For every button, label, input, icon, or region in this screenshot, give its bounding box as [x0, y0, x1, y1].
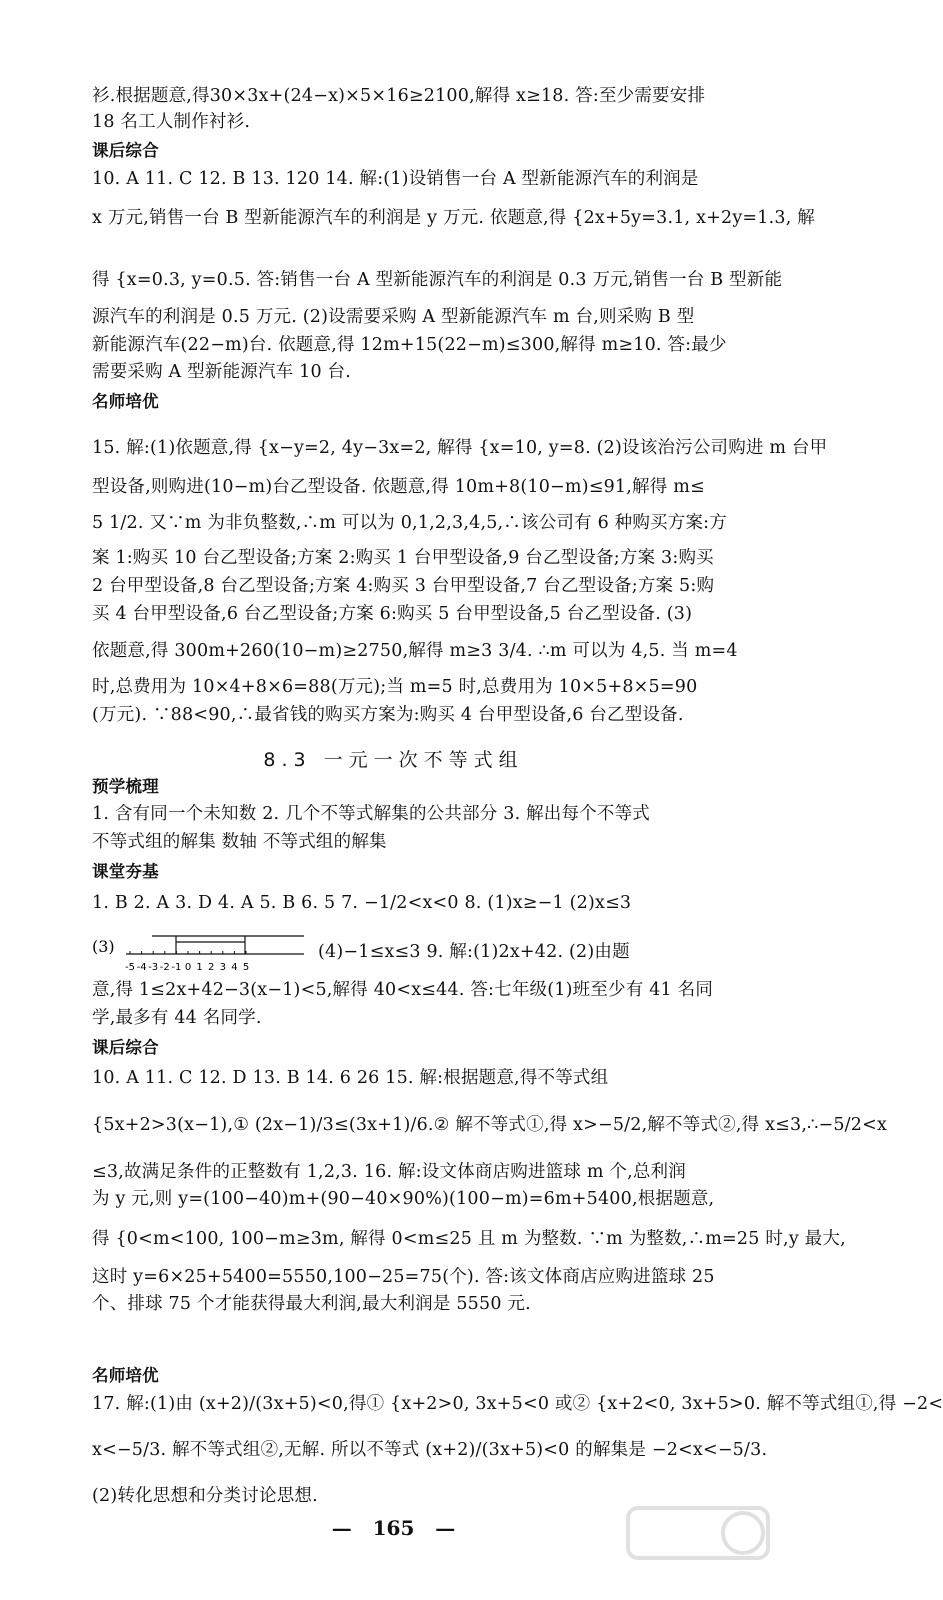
text-line: (万元). ∵88<90,∴最省钱的购买方案为:购买 4 台甲型设备,6 台乙型设备. — [92, 705, 684, 725]
page-number-dash-left: — — [331, 1516, 352, 1540]
tick-label: 3 — [219, 962, 226, 973]
number-line-figure — [92, 928, 310, 976]
text-line: 个、排球 75 个才能获得最大利润,最大利润是 5550 元. — [92, 1294, 531, 1314]
text-line: 型设备,则购进(10−m)台乙型设备. 依题意,得 10m+8(10−m)≤91,解得 m≤ — [92, 477, 705, 497]
page-number-dash-right: — — [435, 1516, 456, 1540]
section-title: 8.3 一元一次不等式组 — [263, 749, 524, 771]
text-line: 18 名工人制作衬衫. — [92, 112, 251, 132]
text-line: 17. 解:(1)由 (x+2)/(3x+5)<0,得① {x+2>0, 3x+5<0 或② {x+2<0, 3x+5>0. 解不等式组①,得 −2< — [92, 1394, 943, 1414]
heading-homework-1: 课后综合 — [92, 141, 159, 160]
text-line: 衫.根据题意,得30×3x+(24−x)×5×16≥2100,解得 x≥18. 答:至少需要安排 — [92, 86, 706, 106]
number-line-label: (3) — [92, 937, 115, 956]
text-line: x 万元,销售一台 B 型新能源汽车的利润是 y 万元. 依题意,得 {2x+5y=3.1, x+2y=1.3, 解 — [92, 208, 815, 228]
tick-label: 2 — [208, 962, 215, 973]
heading-homework-2: 课后综合 — [92, 1038, 159, 1057]
page-number-value: 165 — [372, 1516, 415, 1540]
text-line: ≤3,故满足条件的正整数有 1,2,3. 16. 解:设文体商店购进篮球 m 个,总利润 — [92, 1162, 686, 1182]
tick-label: -2 — [159, 962, 170, 973]
tick-label: -4 — [136, 962, 147, 973]
tick-label: 4 — [231, 962, 238, 973]
text-line: 15. 解:(1)依题意,得 {x−y=2, 4y−3x=2, 解得 {x=10, y=8. (2)设该治污公司购进 m 台甲 — [92, 438, 828, 458]
text-line: 需要采购 A 型新能源汽车 10 台. — [92, 362, 352, 382]
text-line: (4)−1≤x≤3 9. 解:(1)2x+42. (2)由题 — [318, 942, 630, 962]
text-line: 得 {0<m<100, 100−m≥3m, 解得 0<m≤25 且 m 为整数. ∵m 为整数,∴m=25 时,y 最大, — [92, 1229, 846, 1249]
text-line: (2)转化思想和分类讨论思想. — [92, 1486, 318, 1506]
text-line: 案 1:购买 10 台乙型设备;方案 2:购买 1 台甲型设备,9 台乙型设备;方案 3:购买 — [92, 548, 714, 568]
text-line: 依题意,得 300m+260(10−m)≥2750,解得 m≥3 3/4. ∴m 可以为 4,5. 当 m=4 — [92, 641, 738, 661]
text-line: 2 台甲型设备,8 台乙型设备;方案 4:购买 3 台甲型设备,7 台乙型设备;方案 5:购 — [92, 576, 715, 596]
text-line: 买 4 台甲型设备,6 台乙型设备;方案 6:购买 5 台甲型设备,5 台乙型设备. (3) — [92, 604, 693, 624]
text-line: 源汽车的利润是 0.5 万元. (2)设需要采购 A 型新能源汽车 m 台,则采购 B 型 — [92, 307, 695, 327]
text-line: 这时 y=6×25+5400=5550,100−25=75(个). 答:该文体商店应购进篮球 25 — [92, 1267, 715, 1287]
text-line: 5 1/2. 又∵m 为非负整数,∴m 可以为 0,1,2,3,4,5,∴该公司有 6 种购买方案:方 — [92, 513, 727, 533]
text-line: 意,得 1≤2x+42−3(x−1)<5,解得 40<x≤44. 答:七年级(1)班至少有 41 名同 — [92, 980, 714, 1000]
tick-label: -1 — [171, 962, 182, 973]
text-line: 1. B 2. A 3. D 4. A 5. B 6. 5 7. −1/2<x<0 8. (1)x≥−1 (2)x≤3 — [92, 893, 632, 913]
heading-excellence-1: 名师培优 — [92, 392, 159, 411]
text-line: 10. A 11. C 12. D 13. B 14. 6 26 15. 解:根据题意,得不等式组 — [92, 1068, 609, 1088]
text-line: 时,总费用为 10×4+8×6=88(万元);当 m=5 时,总费用为 10×5+8×5=90 — [92, 677, 698, 697]
text-line: 10. A 11. C 12. B 13. 120 14. 解:(1)设销售一台 A 型新能源汽车的利润是 — [92, 169, 699, 189]
text-line: 为 y 元,则 y=(100−40)m+(90−40×90%)(100−m)=6m+5400,根据题意, — [92, 1189, 715, 1209]
heading-preview: 预学梳理 — [92, 777, 159, 796]
tick-label: -5 — [125, 962, 135, 973]
tick-label: 0 — [184, 962, 192, 973]
text-line: 1. 含有同一个未知数 2. 几个不等式解集的公共部分 3. 解出每个不等式 — [92, 804, 651, 824]
tick-label: 5 — [242, 962, 250, 973]
text-line: 学,最多有 44 名同学. — [92, 1008, 262, 1028]
heading-classroom: 课堂夯基 — [92, 862, 159, 881]
heading-excellence-2: 名师培优 — [92, 1366, 159, 1385]
text-line: 不等式组的解集 数轴 不等式组的解集 — [92, 832, 387, 852]
text-line: {5x+2>3(x−1),① (2x−1)/3≤(3x+1)/6.② 解不等式①,得 x>−5/2,解不等式②,得 x≤3,∴−5/2<x — [92, 1115, 888, 1135]
text-line: 新能源汽车(22−m)台. 依题意,得 12m+15(22−m)≤300,解得 m≥10. 答:最少 — [92, 335, 727, 355]
watermark-logo — [618, 1500, 778, 1590]
text-line: x<−5/3. 解不等式组②,无解. 所以不等式 (x+2)/(3x+5)<0 的解集是 −2<x<−5/3. — [92, 1440, 768, 1460]
tick-label: 1 — [196, 962, 203, 973]
tick-label: -3 — [148, 962, 159, 973]
text-line: 得 {x=0.3, y=0.5. 答:销售一台 A 型新能源汽车的利润是 0.3 万元,销售一台 B 型新能 — [92, 270, 783, 290]
